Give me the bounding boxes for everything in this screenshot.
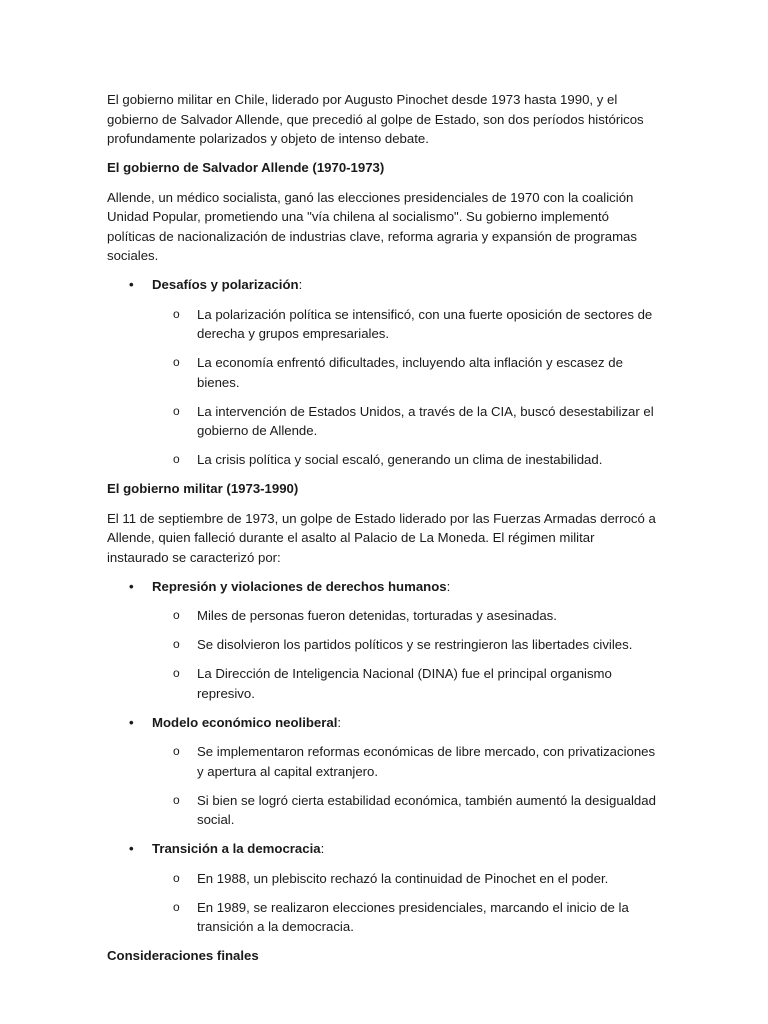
sub-item xyxy=(152,869,658,889)
sub-list xyxy=(152,869,658,937)
military-paragraph: El 11 de septiembre de 1973, un golpe de Estado liderado por las Fuerzas Armadas derrocó a Allende, quien falleció durante el asalto al Palacio de La Moneda. El régimen militar instaurado se caracterizó por: xyxy=(107,510,656,565)
bullet-marker: • xyxy=(129,277,134,292)
bullet-item xyxy=(107,839,658,937)
sub-item xyxy=(152,450,658,470)
sub-item xyxy=(152,898,658,937)
sub-marker: o xyxy=(173,870,180,885)
sub-list xyxy=(152,606,658,703)
sub-item-text: Se disolvieron los partidos políticos y se restringieron las libertades civiles. xyxy=(197,637,633,652)
sub-marker: o xyxy=(173,403,180,418)
sub-marker: o xyxy=(173,306,180,321)
sub-item xyxy=(152,305,658,344)
allende-paragraph: Allende, un médico socialista, ganó las elecciones presidenciales de 1970 con la coalición Unidad Popular, prometiendo una "vía chilena al socialismo". Su gobierno implementó políticas de nacionalización de industrias clave, reforma agraria y expansión de programas sociales. xyxy=(107,189,637,263)
section-heading-final: Consideraciones finales xyxy=(107,948,259,963)
bullet-item xyxy=(107,713,658,830)
section-heading-military: El gobierno militar (1973-1990) xyxy=(107,481,299,496)
allende-bullet-list xyxy=(107,275,658,470)
bullet-item xyxy=(107,577,658,704)
intro-paragraph: El gobierno militar en Chile, liderado por Augusto Pinochet desde 1973 hasta 1990, y el gobierno de Salvador Allende, que precedió al golpe de Estado, son dos períodos históricos profundamente polarizados y objeto de intenso debate. xyxy=(107,92,644,146)
sub-item-text: Si bien se logró cierta estabilidad económica, también aumentó la desigualdad social. xyxy=(197,792,656,827)
sub-item-text: La economía enfrentó dificultades, incluyendo alta inflación y escasez de bienes. xyxy=(197,355,623,390)
sub-item-text: Se implementaron reformas económicas de libre mercado, con privatizaciones y apertura al capital extranjero. xyxy=(197,744,656,779)
bullet-title: Desafíos y polarización xyxy=(152,277,299,292)
bullet-title: Represión y violaciones de derechos humanos xyxy=(152,578,447,594)
sub-item xyxy=(152,664,658,703)
bullet-item xyxy=(107,275,658,470)
sub-marker: o xyxy=(173,666,180,680)
bullet-title: Modelo económico neoliberal xyxy=(152,714,338,730)
sub-marker: o xyxy=(173,744,180,758)
sub-item xyxy=(152,742,658,781)
sub-item-text: La Dirección de Inteligencia Nacional (DINA) fue el principal organismo represivo. xyxy=(197,666,612,701)
sub-marker: o xyxy=(173,355,180,369)
bullet-colon: : xyxy=(298,277,303,292)
bullet-title: Transición a la democracia xyxy=(152,841,321,856)
sub-item-text: La intervención de Estados Unidos, a través de la CIA, buscó desestabilizar el gobierno de Allende. xyxy=(197,403,654,438)
bullet-marker: • xyxy=(129,578,134,594)
sub-item xyxy=(152,635,658,655)
sub-item xyxy=(152,606,658,626)
bullet-colon: : xyxy=(337,714,342,730)
bullet-marker: • xyxy=(129,714,134,730)
sub-item xyxy=(152,402,658,441)
sub-item-text: La polarización política se intensificó, con una fuerte oposición de sectores de derecha y grupos empresariales. xyxy=(197,306,653,341)
sub-marker: o xyxy=(173,899,180,914)
section-heading-allende: El gobierno de Salvador Allende (1970-1973) xyxy=(107,160,385,175)
bullet-colon: : xyxy=(320,841,325,856)
sub-item-text: La crisis política y social escaló, generando un clima de inestabilidad. xyxy=(197,452,603,467)
sub-list xyxy=(152,742,658,830)
sub-list xyxy=(152,305,658,470)
bullet-colon: : xyxy=(446,578,451,594)
sub-item xyxy=(152,791,658,830)
bullet-marker: • xyxy=(129,841,134,856)
sub-marker: o xyxy=(173,452,180,466)
sub-marker: o xyxy=(173,637,180,651)
sub-item-text: Miles de personas fueron detenidas, torturadas y asesinadas. xyxy=(197,608,557,623)
sub-marker: o xyxy=(173,608,180,622)
sub-item-text: En 1989, se realizaron elecciones presidenciales, marcando el inicio de la transición a la democracia. xyxy=(197,899,629,934)
military-bullet-list xyxy=(107,577,658,937)
sub-item xyxy=(152,353,658,392)
sub-marker: o xyxy=(173,792,180,807)
sub-item-text: En 1988, un plebiscito rechazó la continuidad de Pinochet en el poder. xyxy=(197,870,609,886)
